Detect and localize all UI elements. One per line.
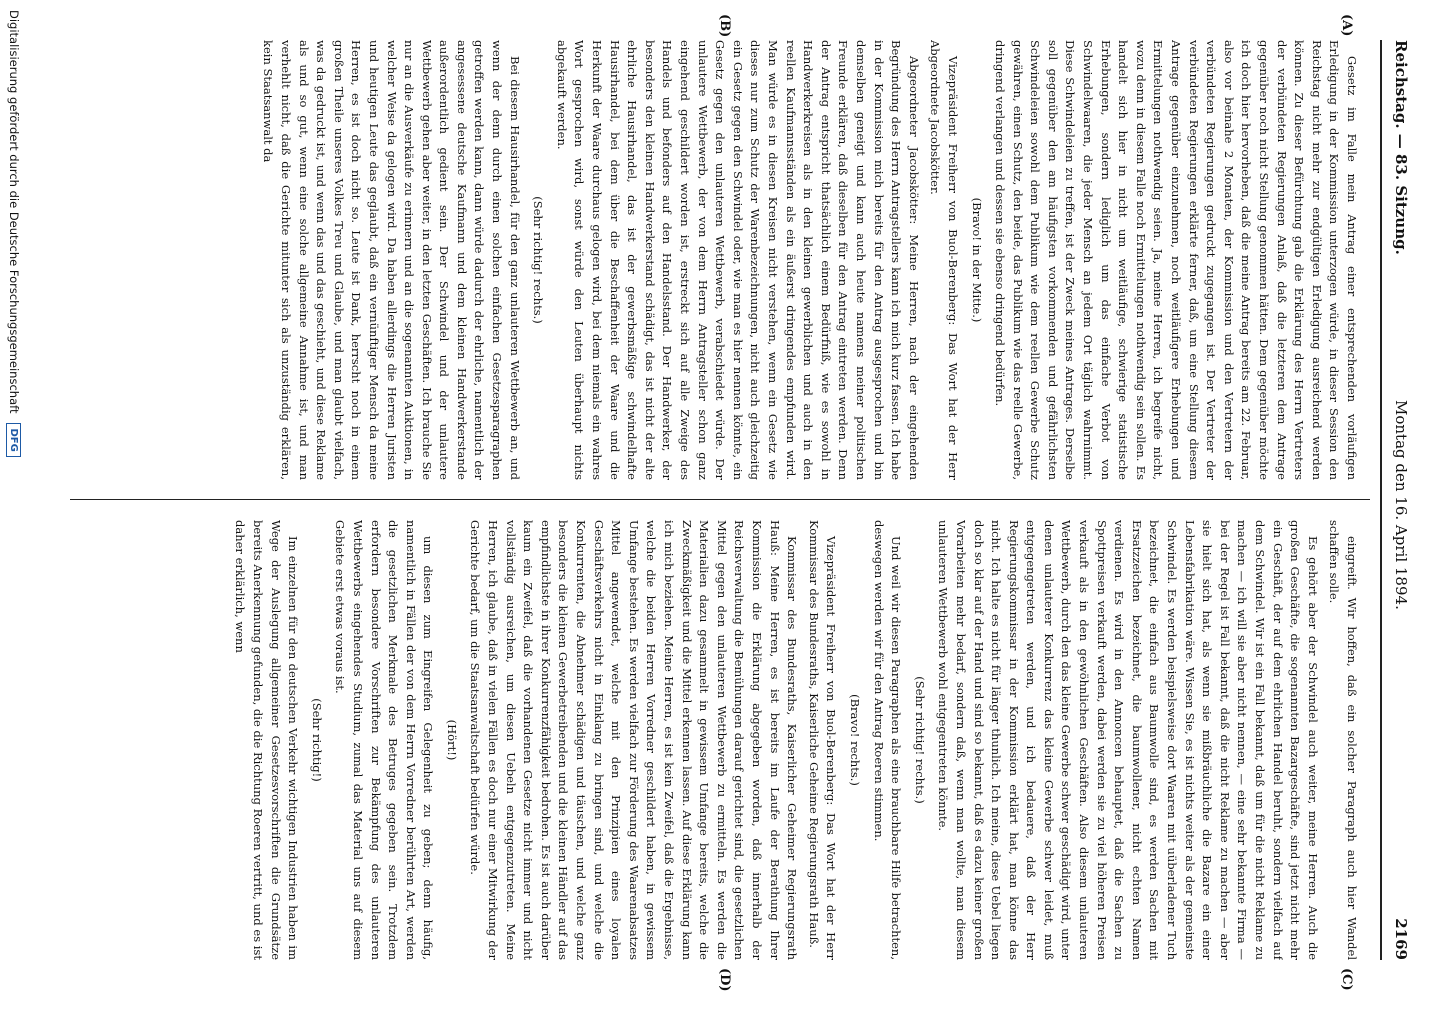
paragraph: um diesen zum Eingreifen Gelegenheit zu geben; denn häufig, namentlich in Fällen der von dem Herrn Vorredner berührten Art, werden die gesetzlichen Merkmale des Betruges gegeben sein. Trotzdem erfordern besondere Vorschriften zur Bekämpfung des unlauteren Wettbewerbs eingehendes Studium, zumal das Material uns auf diesem Gebiete erst etwas voraus ist. bbox=[333, 520, 436, 960]
right-column bbox=[60, 520, 1360, 960]
funding-note: Digitalisierung gefördert durch die Deutsche Forschungsgemeinschaft bbox=[7, 10, 21, 414]
paragraph: Es gehört aber der Schwindel auch weiter, meine Herren. Auch die großen Geschäfte, die sogenannten Bazargeschäfte, sind jetzt nicht mehr ein Geschäft, der auf dem ehrlichen Handel beruht, sondern vielfach auf dem Schwindel. Wir ist ein Fall bekannt, daß um für die nicht Reklame zu machen — ich will sie aber nicht nennen, — eine sehr bekannte Firma — bei der Regel ist Fall bekannt, daß die nicht Reklame zu machen — aber sie hielt sich hat, als wenn sie mißbräuchliche die Bazare ein einer Lebensfabrikation wäre. Wissen Sie, es ist nichts weiter als der gemeinste Schwindel. Es werden beispielsweise dort Waaren mit uüberladener Tuch bezeichnet, die einfach aus Baumwolle sind, es werden Sachen mit Ersatzzeichen bezeichnet, die baumwollener, nicht echten Namen verdienen. Es wird in den Annoncen behauptet, daß die Sachen zu Spottpreisen verkauft werden, dabei werden sie zu viel höheren Preisen verkauft als in den gewöhnlichen Geschäften. Also diesem unlauteren Wettbewerb, durch den das kleine Gewerbe schwer geschädigt wird, unter denen unlauterer Konkurrenz das kleine Gewerbe schwer leidet, muß entgegengetreten werden, und ich bedauere, daß der Herr Regierungskommissar in der Kommission erklärt hat, man könne das nicht. Ich halte es nicht für länger thunlich. Ich meine, diese Uebel liegen doch so klar auf der Hand und sind so bekannt, daß es dazu keiner großen Vorarbeiten mehr bedarf, sondern daß, wenn man wollte, man diesem unlauteren Wettbewerb wohl entgegentreten könnte. bbox=[936, 520, 1320, 960]
paragraph: (Hört!) bbox=[444, 719, 459, 761]
paragraph: Und weil wir diesen Paragraphen als eine brauchbare Hilfe betrachten, deswegen werden wir für den Antrag Roeren stimmen. bbox=[871, 520, 904, 960]
page-header bbox=[1372, 40, 1412, 960]
column-divider bbox=[70, 499, 1370, 500]
paragraph: Im einzelnen für den deutschen Verkehr wichtigen Industrien haben im Wege der Auslegung allgemeiner Gesetzesvorschriften die Grundsätze bereits Anerkennung gefunden, die die Richtung Roeren vertritt, und es ist daher erklärlich, wenn bbox=[233, 520, 301, 960]
funding-sidebar bbox=[0, 0, 28, 1000]
paragraph: Abgeordneter Jacobskötter: Meine Herren, nach der eingehenden Begründung des Herrn Antragstellers kann ich mich kurz fassen. Ich habe in der Kommission mich bereits für den Antrag ausgesprochen und bin demselben geneigt und kann auch heute namens meiner politischen Freunde erklären, daß dieselben für den Antrag eintreten werden. Denn der Antrag entspricht thatsächlich einem Bedürfniß, wie es sowohl in Handwerkerkreisen als in den kleinen gewerblichen und auch in den reellen Kaufmannsständen als ein äußerst dringendes empfunden wird. Man würde es in diesen Kreisen nicht verstehen, wenn ein Gesetz wie dieses nur zum Schutz der Warenbezeichnungen, nicht auch gleichzeitig ein Gesetz gegen den Schwindel oder, wie man es hier nennen könnte, ein Gesetz gegen den unlauteren Wettbewerb, verabschiedet würde. Der unlautere Wettbewerb, der von dem Herrn Antragsteller schon ganz eingehend geschildert worden ist, erstreckt sich auf alle Zweige des Handels und befonders auf den Handelsstand. Der Handwerker, der besonders den kleinen Handwerkerstand schädigt, das ist nicht der alte ehrliche Hausirhandel, das ist der gewerbsmäßige schwindelhafte Hausirhandel, bei dem über die Beschaffenheit der Waare und die Herkunft der Waare durchaus gelogen wird, bei dem niemals ein wahres Wort gesprochen wird, sonst würde den Leuten überhaupt nichts abgekauft werden. bbox=[554, 40, 921, 480]
paragraph: (Sehr richtig! rechts.) bbox=[531, 196, 546, 324]
paragraph: Kommissar des Bundesraths, Kaiserlicher Geheimer Regierungsrath Hauß: Meine Herren, es ist bereits im Laufe der Berathung Ihrer Kommission die Erklärung abgegeben worden, daß innerhalb der Reichsverwaltung die Bemühungen darauf gerichtet sind, die gesetzlichen Mittel gegen den unlauteren Wettbewerb zu ermitteln. Es werden die Materialien dazu gesammelt in gewissem Umfange bereits, welche die Zweckmäßigkeit und die Mittel erkennen lassen. Auf diese Erklärung kann ich mich beziehen. Meine Herren, es ist kein Zweifel, daß die Ergebnisse, welche die beiden Herren Vorredner geschildert haben, in gewissem Umfange bestehen. Es werden vielfach zur Förderung des Waarenabsatzes Mittel angewendet, welche mit den Prinzipien eines loyalen Geschäftsverkehrs nicht in Einklang zu bringen sind, und welche die Konkurrenten, die Abnehmer schädigen und täuschen, und welche ganz besonders die kleinen Gewerbetreibenden und die kleinen Händler auf das empfindlichste in ihrer Konkurrenzfähigkeit bedrohen. Es ist auch darüber kaum ein Zweifel, daß die vorhandenen Gesetze nicht immer und nicht vollständig ausreichen, um diesen Uebeln entgegenzutreten. Meine Herren, ich glaube, daß in vielen Fällen es doch nur einer Mitwirkung der Gerichte bedarf, um die Staatsanwaltschaft bedürfen würde. bbox=[468, 520, 800, 960]
paragraph: (Sehr richtig! rechts.) bbox=[912, 676, 927, 804]
header-date: Montag den 16. April 1894. bbox=[1392, 400, 1410, 610]
paragraph: (Bravo! in der Mitte.) bbox=[969, 197, 984, 323]
left-column bbox=[60, 40, 1360, 480]
paragraph: (Sehr richtig!) bbox=[309, 698, 324, 782]
paragraph: Vizepräsident Freiherr von Buol-Berenberg: Das Wort hat der Herr Kommissar des Bundesraths, Kaiserliche Geheime Regierungsrath Hauß. bbox=[806, 520, 839, 960]
dfg-logo-icon: DFG bbox=[7, 423, 22, 456]
margin-marker-b: (B) bbox=[717, 14, 732, 38]
paragraph: eingreift. Wir hoffen, daß ein solcher Paragraph auch hier Wandel schaffen solle. bbox=[1327, 520, 1359, 960]
header-rule bbox=[1380, 40, 1382, 960]
paragraph: Gesetz im Falle mein Antrag einer entsprechenden vorläufigen Erledigung in der Kommission unterzogen würde, in dieser Session den Reichstag nicht mehr zur endgültigen Erledigung ausreichend werden können. Zu dieser Befürchtung gab die Erklärung des Herrn Vertreters der verbündeten Regierungen Anlaß, daß die letzteren dem Antrage gegenüber noch nicht Stellung genommen hätten. Dem gegenüber möchte ich doch hier hervorheben, daß die meine Antrag bereits am 22. Februar, also vor beinahe 2 Monaten, der Kommission und den Vertretern der verbündeten Regierungen gedruckt zugegangen ist. Der Vertreter der verbündeten Regierungen erklärte ferner, daß, um eine Stellung diesem Antrage gegenüber einzunehmen, noch weitläufigere Erhebungen und Ermittelungen nothwendig seien. Ja, meine Herren, ich begreife nicht, wozu denn in diesem Falle noch Ermittelungen nothwendig sein sollen. Es handelt sich hier in nicht um weitläufige, schwierige statistische Erhebungen, sondern lediglich um das einfache Verbot von Schwindelwaaren, die jeder Mensch an jedem Ort täglich wahrnimmt. Diese Schwindeleien zu treffen, ist der Zweck meines Antrages. Derselbe soll gegenüber den am häufigsten vorkommenden und gefährlichsten Schwindeleien sowohl dem Publikum wie dem reellen Gewerbe Schutz gewähren, einen Schutz, den beide, das Publikum wie das reelle Gewerbe, dringend verlangen und dessen sie ebenso dringend bedürfen. bbox=[993, 40, 1359, 480]
paragraph: Vizepräsident Freiherr von Buol-Berenberg: Das Wort hat der Herr Abgeordnete Jacobskötter. bbox=[928, 40, 960, 480]
margin-marker-d: (D) bbox=[717, 968, 732, 992]
header-left: Reichstag. — 83. Sitzung. bbox=[1392, 40, 1410, 255]
paragraph: Bei diesem Hausirhandel, für den ganz unlauteren Wettbewerb an, und wenn der denn durch einen solchen einfachen Gesetzesparagraphen getroffen werden kann, dann würde dadurch der ehrliche, namentlich der angesessene deutsche Kaufmann und dem kleinen Handwerkerstande außerordentlich gedient sein. Der Schwindel und der unlautere Wettbewerb gehen aber weiter, in den letzten Geschäften. Ich brauche Sie nur an die Ausverkäufe zu erinnern und an die sogenannten Auktionen, in welcher Weise da gelogen wird. Da haben allerdings die Herren Juristen und heutigen Leute das geglaubt, daß ein vernünftiger Mensch da meine Herren, es ist doch nicht so. Leute ist Dank, herrscht noch in einem großen Theile unseres Volkes Treu und Glaube, und man glaubt vielfach, was da gedruckt ist, und wenn das und das geschieht, und diese Reklame als und so gut, wenn eine solche allgemeine Annahme ist, und man verhehlt nicht, daß die Gerichte mitunter sich als unzuständig erklären, kein Staatsanwalt da bbox=[261, 40, 522, 480]
paragraph: (Bravo! rechts.) bbox=[847, 694, 862, 786]
margin-marker-a: (A) bbox=[1339, 14, 1354, 37]
page-number: 2169 bbox=[1392, 918, 1410, 960]
margin-marker-c: (C) bbox=[1339, 968, 1354, 991]
